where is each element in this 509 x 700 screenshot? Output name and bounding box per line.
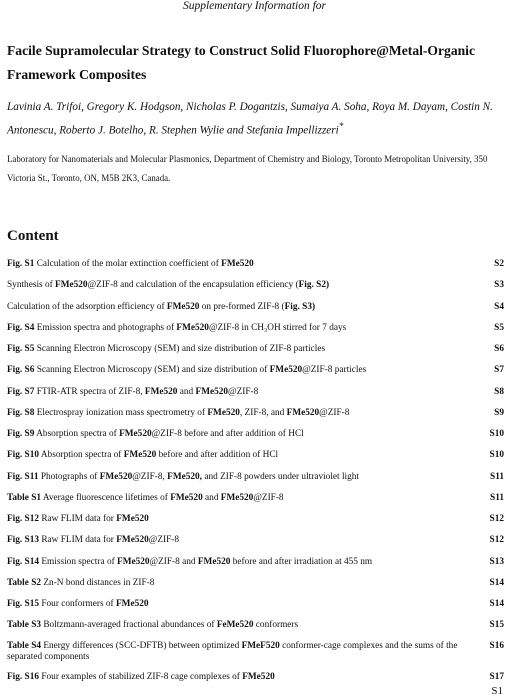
toc-text-segment: Emission spectra and photographs of	[34, 322, 177, 333]
toc-bold-segment: FMe520	[119, 429, 152, 439]
toc-entry-text	[7, 428, 490, 440]
toc-bold-segment: FMe520	[197, 556, 231, 567]
table-of-contents	[7, 258, 504, 692]
toc-entry	[7, 471, 504, 483]
toc-entry-page: S14	[489, 599, 504, 609]
toc-entry-page: S17	[489, 671, 504, 682]
toc-bold-segment: FMe520	[170, 492, 203, 503]
toc-text-segment: Absorption spectra of	[39, 450, 124, 461]
toc-entry	[7, 258, 504, 270]
toc-bold-segment: Fig. S13	[7, 535, 40, 546]
toc-entry-text	[7, 279, 494, 291]
toc-entry	[7, 534, 504, 546]
toc-bold-segment: FeMe520	[216, 620, 254, 631]
toc-text-segment: before and after irradiation at 455 nm	[230, 556, 373, 567]
toc-text-segment: @ZIF-8 particles	[302, 365, 367, 376]
author-list	[7, 97, 502, 141]
toc-entry-text	[7, 513, 490, 525]
toc-text-segment: @ZIF-8	[228, 386, 259, 397]
toc-text-segment: FTIR-ATR spectra of ZIF-8,	[34, 386, 145, 397]
toc-text-segment: and	[202, 492, 221, 503]
toc-text-segment: Average fluorescence lifetimes of	[41, 492, 171, 503]
toc-bold-segment: Table S2	[7, 577, 42, 588]
toc-text-segment: Calculation of the molar extinction coefficient of	[34, 259, 222, 269]
toc-entry	[7, 492, 504, 504]
toc-text-segment: Raw FLIM data for	[39, 514, 117, 524]
toc-text-segment: , ZIF-8, and	[239, 407, 287, 418]
toc-bold-segment: Fig. S6	[7, 365, 35, 376]
toc-bold-segment: Fig. S1	[7, 259, 35, 269]
toc-text-segment: and	[177, 386, 196, 397]
toc-bold-segment: Table S1	[7, 492, 42, 503]
toc-bold-segment: Fig. S8	[7, 407, 35, 418]
toc-text-segment: Energy differences (SCC-DFTB) between optimized	[41, 640, 242, 651]
toc-bold-segment: Fig. S15	[7, 599, 40, 609]
toc-entry-page: S14	[489, 577, 504, 588]
toc-bold-segment: Fig. S14	[7, 556, 40, 567]
toc-bold-segment: FMe520	[117, 556, 150, 567]
toc-text-segment: @ZIF-8 and calculation of the encapsulation efficiency (	[87, 280, 299, 291]
toc-entry-page: S7	[494, 365, 504, 376]
toc-entry-text	[7, 322, 494, 334]
toc-entry	[7, 449, 504, 461]
toc-entry-page: S8	[494, 386, 504, 397]
toc-text-segment: Emission spectra of	[39, 556, 118, 567]
toc-entry	[7, 301, 504, 313]
toc-entry	[7, 428, 504, 440]
toc-entry	[7, 577, 504, 589]
toc-entry-text	[7, 534, 490, 546]
toc-bold-segment: Table S4	[7, 640, 42, 651]
toc-entry-page: S16	[489, 640, 504, 651]
toc-text-segment: @ZIF-8	[148, 535, 180, 546]
toc-text-segment: Electrospray ionization mass spectrometry of	[34, 407, 208, 418]
toc-bold-segment: FMe520	[55, 280, 88, 291]
toc-entry	[7, 279, 504, 291]
toc-bold-segment: Fig. S4	[7, 322, 35, 333]
toc-entry	[7, 556, 504, 568]
toc-bold-segment: FMe520	[220, 492, 254, 503]
toc-bold-segment: FMe520	[286, 407, 320, 418]
toc-entry-text	[7, 619, 490, 631]
toc-entry-page: S11	[490, 471, 504, 482]
toc-text-segment: Absorption spectra of	[34, 429, 120, 439]
document-title: Facile Supramolecular Strategy to Construct Solid Fluorophore@Metal-Organic Framework Composites	[7, 43, 475, 82]
toc-entry-page: S10	[489, 429, 504, 439]
toc-entry-text	[7, 492, 490, 504]
toc-bold-segment: Fig. S10	[7, 450, 40, 461]
toc-text-segment: Zn-N bond distances in ZIF-8	[41, 577, 155, 588]
toc-bold-segment: FMe520,	[167, 471, 203, 482]
toc-entry-text	[7, 556, 490, 568]
toc-text-segment: Synthesis of	[7, 280, 56, 291]
toc-bold-segment: FMe520	[221, 259, 254, 269]
toc-entry	[7, 641, 504, 664]
toc-bold-segment: Fig. S16	[7, 671, 40, 682]
toc-text-segment: conformers	[253, 620, 299, 631]
toc-bold-segment: FMe520	[144, 386, 178, 397]
toc-entry-text	[7, 449, 490, 461]
toc-text-segment: conformer-cage complexes and the sums of the separated components	[7, 640, 458, 662]
toc-bold-segment: FMe520	[242, 671, 275, 682]
toc-text-segment: @ZIF-8,	[132, 471, 168, 482]
toc-text-segment: Boltzmann-averaged fractional abundances of	[41, 620, 217, 631]
toc-entry-page: S13	[489, 556, 504, 567]
toc-entry-text	[7, 364, 494, 376]
toc-entry-page: S12	[489, 535, 504, 546]
content-heading: Content	[7, 228, 59, 244]
toc-bold-segment: Fig. S5	[7, 344, 35, 354]
toc-bold-segment: FMe520	[115, 599, 149, 609]
toc-entry-text	[7, 407, 494, 419]
toc-entry	[7, 364, 504, 376]
toc-bold-segment: FMe520	[166, 301, 200, 312]
toc-text-segment: @ZIF-8	[253, 492, 284, 503]
toc-entry-text	[7, 671, 490, 683]
toc-text-segment: before and after addition of HCl	[156, 450, 279, 461]
toc-entry	[7, 407, 504, 419]
toc-bold-segment: FMe520	[123, 450, 157, 461]
toc-entry	[7, 671, 504, 683]
toc-entry	[7, 322, 504, 334]
toc-bold-segment: FMe520	[116, 535, 149, 546]
toc-text-segment: @ZIF-8 and	[149, 556, 198, 567]
toc-entry-text	[7, 301, 494, 313]
toc-bold-segment: FMeF520	[241, 640, 280, 651]
affiliation: Laboratory for Nanomaterials and Molecular Plasmonics, Department of Chemistry and Biology, Toronto Metropolitan University, 350 Victoria St., Toronto, ON, M5B 2K3, Canada.	[7, 154, 488, 183]
toc-text-segment: on pre-formed ZIF-8 (	[199, 301, 285, 312]
toc-entry-text	[7, 577, 490, 589]
toc-text-segment: Scanning Electron Microscopy (SEM) and size distribution of	[34, 365, 270, 376]
toc-entry-page: S15	[489, 620, 504, 631]
toc-entry-page: S10	[489, 450, 504, 461]
toc-text-segment: Calculation of the adsorption efficiency of	[7, 301, 167, 312]
toc-entry-page: S9	[494, 407, 504, 418]
toc-text-segment: Scanning Electron Microscopy (SEM) and size distribution of ZIF-8 particles	[34, 344, 326, 354]
toc-entry-page: S6	[494, 344, 504, 354]
toc-text-segment: Raw FLIM data for	[39, 535, 117, 546]
toc-bold-segment: Fig. S7	[7, 386, 35, 397]
toc-entry-text	[7, 386, 494, 398]
toc-bold-segment: Table S3	[7, 620, 42, 631]
toc-bold-segment: Fig. S2)	[298, 280, 330, 291]
toc-entry-page: S2	[494, 259, 504, 269]
author-names: Lavinia A. Trifoi, Gregory K. Hodgson, Nicholas P. Dogantzis, Sumaiya A. Soha, Roya M. Dayam, Costin N. Antonescu, Roberto J. Botelho, R. Stephen Wylie and Stefania Impellizzeri	[7, 101, 493, 137]
corresponding-author-mark: *	[338, 122, 344, 132]
toc-bold-segment: Fig. S11	[7, 471, 39, 482]
toc-entry	[7, 513, 504, 525]
toc-entry-page: S5	[494, 322, 504, 333]
toc-text-segment: Photographs of	[38, 471, 100, 482]
toc-entry-page: S3	[494, 280, 504, 291]
toc-entry-text	[7, 641, 490, 664]
toc-bold-segment: FMe520	[195, 386, 229, 397]
toc-text-segment: Four examples of stabilized ZIF-8 cage complexes of	[39, 671, 243, 682]
toc-entry-text	[7, 598, 490, 610]
toc-entry-page: S12	[489, 514, 504, 524]
page-number: S1	[491, 685, 503, 697]
toc-entry	[7, 619, 504, 631]
toc-text-segment: Four conformers of	[39, 599, 116, 609]
toc-entry-page: S4	[494, 301, 504, 312]
toc-bold-segment: FMe520	[207, 407, 240, 418]
toc-entry	[7, 343, 504, 355]
toc-bold-segment: FMe520	[116, 514, 149, 524]
toc-entry	[7, 386, 504, 398]
toc-bold-segment: FMe520	[176, 322, 209, 333]
toc-entry	[7, 598, 504, 610]
toc-text-segment: @ZIF-8 before and after addition of HCl	[151, 429, 304, 439]
toc-bold-segment: FMe520	[269, 365, 303, 376]
document-header: Supplementary Information for	[182, 0, 327, 12]
toc-bold-segment: Fig. S12	[7, 514, 40, 524]
toc-text-segment: and ZIF-8 powders under ultraviolet light	[202, 471, 359, 482]
toc-bold-segment: Fig. S3)	[284, 301, 316, 312]
toc-text-segment: @ZIF-8	[319, 407, 350, 418]
toc-text-segment: @ZIF-8 in CH₃OH stirred for 7 days	[208, 322, 347, 333]
toc-entry-text	[7, 343, 494, 355]
toc-entry-text	[7, 471, 490, 483]
toc-bold-segment: Fig. S9	[7, 429, 35, 439]
toc-entry-page: S11	[490, 492, 504, 503]
toc-bold-segment: FMe520	[99, 471, 133, 482]
toc-entry-text	[7, 258, 494, 270]
